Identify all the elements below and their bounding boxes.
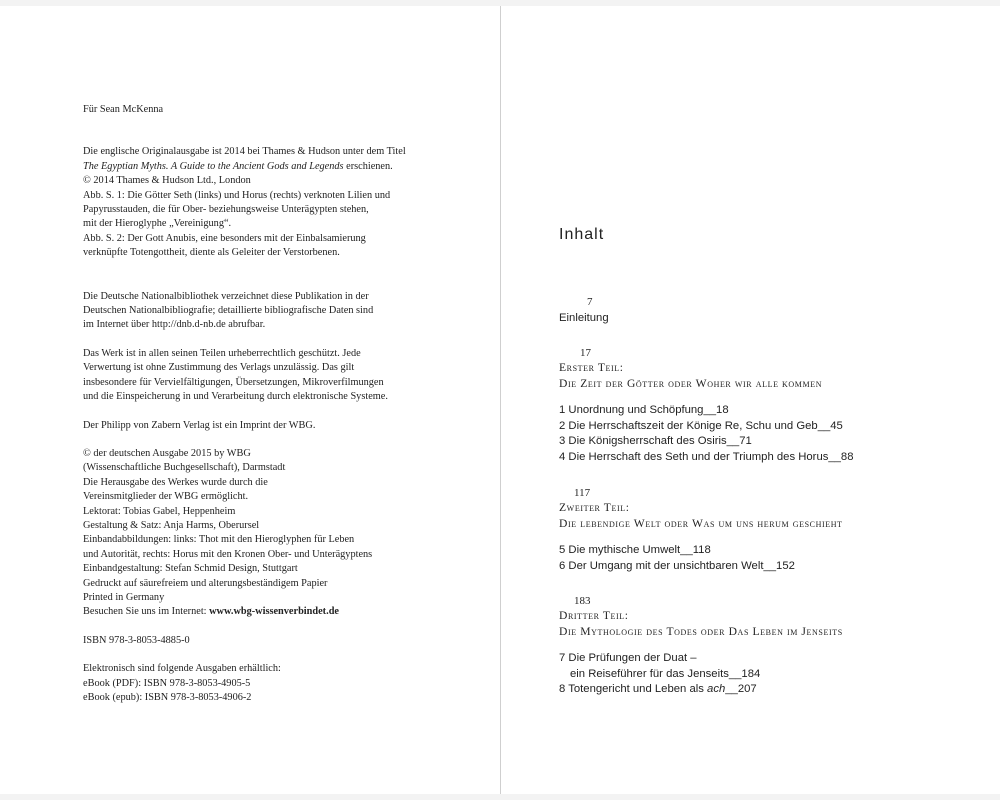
- toc-entry-chapter-7-continued[interactable]: ein Reiseführer für das Jenseits__184: [570, 667, 761, 680]
- imprint-line: Vereinsmitglieder der WBG ermöglicht.: [83, 491, 249, 503]
- imprint-line: eBook (epub): ISBN 978-3-8053-4906-2: [83, 692, 252, 703]
- toc-entry-introduction[interactable]: Einleitung: [559, 312, 609, 324]
- imprint-line: Einbandgestaltung: Stefan Schmid Design, Stuttgart: [83, 563, 298, 575]
- part2-page-number: 117: [574, 487, 591, 499]
- imprint-line: Einbandabbildungen: links: Thot mit den Hieroglyphen für Leben: [83, 534, 355, 546]
- chapter-8-term: ach: [707, 683, 726, 695]
- chapter-8-text: 8 Totengericht und Leben als: [559, 683, 708, 695]
- imprint-block: [83, 103, 483, 705]
- imprint-line: Deutschen Nationalbibliografie; detaillierte bibliografische Daten sind: [83, 305, 374, 317]
- part3-subtitle: Die Mythologie des Todes oder Das Leben im Jenseits: [559, 625, 843, 638]
- dedication-text: Für Sean McKenna: [83, 104, 164, 115]
- imprint-line: mit der Hieroglyphe „Vereinigung“.: [83, 218, 232, 230]
- dnb-note: [83, 290, 483, 333]
- imprint-line: Verwertung ist ohne Zustimmung des Verlags unzulässig. Das gilt: [83, 362, 355, 374]
- publisher-url: www.wbg-wissenverbindet.de: [209, 606, 339, 618]
- part1-page-number: 17: [580, 347, 591, 359]
- part1-label: Erster Teil:: [559, 361, 624, 374]
- imprint-line: [83, 605, 483, 619]
- imprint-text: erschienen.: [343, 160, 393, 172]
- toc-title: Inhalt: [559, 226, 605, 243]
- part2-chapter-list: [559, 543, 795, 574]
- imprint-line: © 2014 Thames & Hudson Ltd., London: [83, 175, 251, 187]
- part2-label: Zweiter Teil:: [559, 501, 630, 514]
- toc-entry-chapter-3[interactable]: 3 Die Königsherrschaft des Osiris__71: [559, 435, 752, 447]
- part3-label: Dritter Teil:: [559, 609, 629, 622]
- imprint-line: Abb. S. 2: Der Gott Anubis, eine besonders mit der Einbalsamierung: [83, 232, 366, 244]
- imprint-line: Elektronisch sind folgende Ausgaben erhältlich:: [83, 663, 281, 675]
- imprint-line: © der deutschen Ausgabe 2015 by WBG: [83, 447, 251, 459]
- chapter-8-page: __207: [725, 683, 757, 695]
- imprint-line: Gestaltung & Satz: Anja Harms, Oberursel: [83, 519, 260, 531]
- imprint-line: im Internet über http://dnb.d-nb.de abrufbar.: [83, 319, 266, 331]
- imprint-line: Der Philipp von Zabern Verlag ist ein Imprint der WBG.: [83, 419, 316, 431]
- imprint-line: insbesondere für Vervielfältigungen, Übersetzungen, Mikroverfilmungen: [83, 376, 384, 388]
- imprint-line: (Wissenschaftliche Buchgesellschaft), Darmstadt: [83, 462, 286, 474]
- ebook-note: [83, 662, 483, 705]
- part3-chapter-list: [559, 651, 760, 698]
- part1-subtitle: Die Zeit der Götter oder Woher wir alle kommen: [559, 377, 823, 390]
- toc-entry-chapter-2[interactable]: 2 Die Herrschaftszeit der Könige Re, Schu und Geb__45: [559, 419, 843, 432]
- imprint-line: verknüpfte Totengottheit, diente als Geleiter der Verstorbenen.: [83, 247, 340, 259]
- part2-subtitle: Die lebendige Welt oder Was um uns herum geschieht: [559, 517, 843, 530]
- dedication: [83, 103, 483, 117]
- imprint-line: [83, 160, 483, 174]
- isbn-note: [83, 634, 483, 648]
- imprint-line: und die Einspeicherung in und Verarbeitung durch elektronische Systeme.: [83, 391, 388, 403]
- toc-entry-chapter-7[interactable]: 7 Die Prüfungen der Duat –: [559, 652, 697, 664]
- imprint-line: Die Herausgabe des Werkes wurde durch die: [83, 476, 268, 488]
- intro-page-number: 7: [587, 296, 593, 308]
- german-edition-note: [83, 447, 483, 620]
- imprint-line: und Autorität, rechts: Horus mit den Kronen Ober- und Unterägyptens: [83, 548, 373, 560]
- imprint-line: Die englische Originalausgabe ist 2014 bei Thames & Hudson unter dem Titel: [83, 146, 406, 158]
- imprint-line: eBook (PDF): ISBN 978-3-8053-4905-5: [83, 677, 251, 689]
- imprint-line: Papyrusstauden, die für Ober- beziehungsweise Unterägypten stehen,: [83, 204, 369, 216]
- imprint-line: Printed in Germany: [83, 591, 165, 603]
- original-edition-note: [83, 145, 483, 260]
- toc-entry-chapter-6[interactable]: 6 Der Umgang mit der unsichtbaren Welt__152: [559, 559, 795, 572]
- toc-entry-chapter-8[interactable]: [559, 682, 760, 698]
- imprint-line: Lektorat: Tobias Gabel, Heppenheim: [83, 505, 236, 517]
- imprint-text: Besuchen Sie uns im Internet:: [83, 606, 210, 618]
- toc-entry-chapter-4[interactable]: 4 Die Herrschaft des Seth und der Triumph des Horus__88: [559, 450, 854, 463]
- toc-entry-chapter-1[interactable]: 1 Unordnung und Schöpfung__18: [559, 404, 729, 416]
- toc-entry-chapter-5[interactable]: 5 Die mythische Umwelt__118: [559, 544, 711, 556]
- isbn: ISBN 978-3-8053-4885-0: [83, 634, 190, 646]
- imprint-line: Abb. S. 1: Die Götter Seth (links) und Horus (rechts) verknoten Lilien und: [83, 189, 391, 201]
- imprint-line: Das Werk ist in allen seinen Teilen urheberrechtlich geschützt. Jede: [83, 347, 361, 359]
- imprint-of-note: [83, 419, 483, 433]
- imprint-line: Die Deutsche Nationalbibliothek verzeichnet diese Publikation in der: [83, 290, 369, 302]
- part3-page-number: 183: [574, 595, 591, 607]
- imprint-line: Gedruckt auf säurefreiem und alterungsbeständigem Papier: [83, 577, 328, 589]
- part1-chapter-list: [559, 403, 854, 465]
- copyright-note: [83, 347, 483, 405]
- original-title: The Egyptian Myths. A Guide to the Ancient Gods and Legends: [83, 160, 344, 172]
